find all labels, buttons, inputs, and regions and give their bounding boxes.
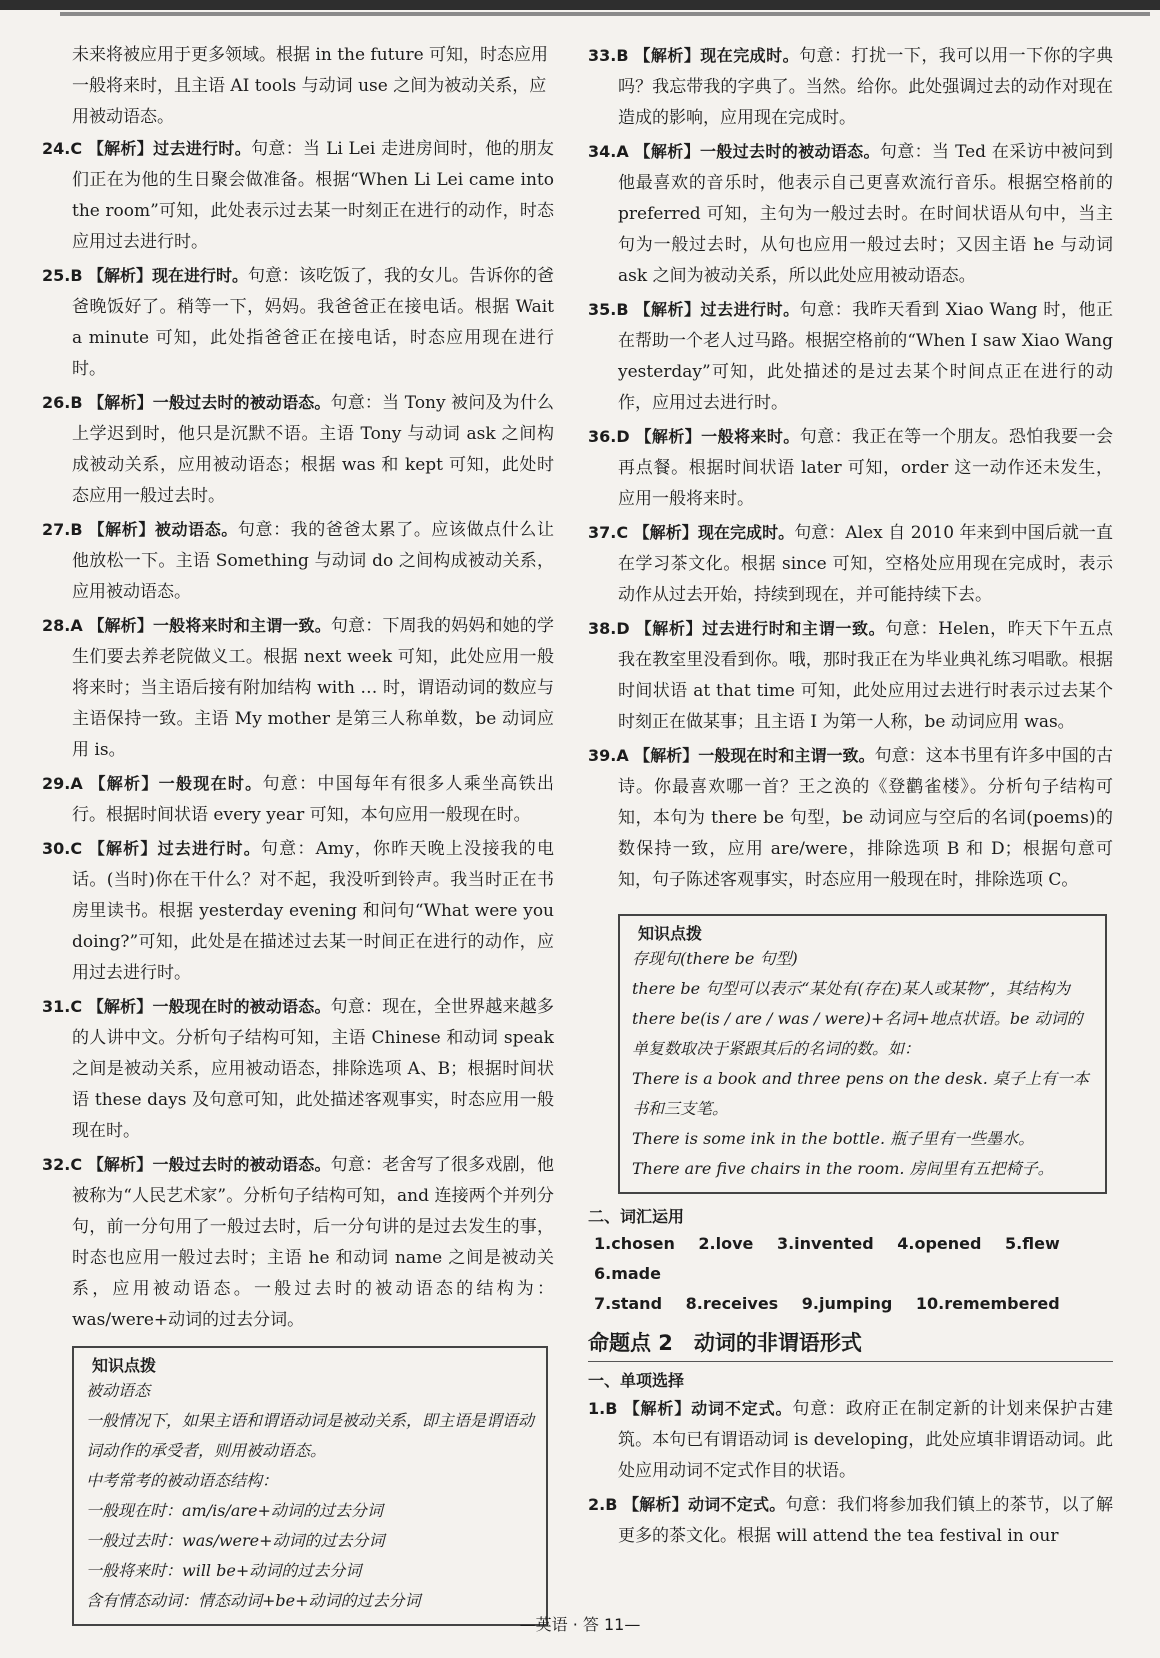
knowledge-line: There is some ink in the bottle. 瓶子里有一些墨水。 [632, 1129, 1035, 1148]
knowledge-box-there-be [618, 914, 1107, 1194]
knowledge-line: 存现句(there be 句型) [632, 949, 798, 968]
answer-tag: 【解析】一般现在时的被动语态。 [87, 997, 331, 1016]
answer-item [42, 610, 554, 766]
answer-item [42, 514, 554, 608]
answer-item [588, 294, 1113, 419]
page-footer: —英语 · 答 11— [519, 1615, 641, 1634]
vocab-answer: 6.made [594, 1264, 661, 1283]
answer-text: 句意：我正在等一个朋友。恐怕我要一会再点餐。根据时间状语 later 可知，order 这一动作还未发生，应用一般将来时。 [618, 427, 1114, 509]
answer-item [588, 136, 1113, 292]
answer-number: 34.A [588, 142, 629, 161]
answer-tag: 【解析】过去进行时。 [634, 300, 800, 319]
answer-tag: 【解析】一般将来时和主谓一致。 [88, 616, 331, 635]
top-border-bar [0, 0, 1160, 10]
answer-text: 句意：Amy，你昨天晚上没接我的电话。(当时)你在干什么？对不起，我没听到铃声。我当时正在书房里读书。根据 yesterday evening 和问句“What were you doing?”可知，此处是在描述过去某一时间正在进行的动作，应用过去进行时。 [72, 839, 554, 983]
answer-item [588, 517, 1113, 611]
answer-number: 39.A [588, 746, 629, 765]
intro-line: 一般将来时，且主语 AI tools 与动词 use 之间为被动关系，应 [72, 76, 547, 96]
answer-number: 25.B [42, 266, 83, 285]
answer-text: 句意：我的爸爸太累了。应该做点什么让他放松一下。主语 Something 与动词 do 之间构成被动关系，应用被动语态。 [72, 520, 554, 602]
vocab-answer: 3.invented [776, 1234, 874, 1253]
answer-number: 38.D [588, 619, 630, 638]
answer-number: 24.C [42, 139, 83, 158]
answer-tag: 【解析】动词不定式。 [623, 1399, 793, 1418]
answer-text: 句意：该吃饭了，我的女儿。告诉你的爸爸晚饭好了。稍等一下，妈妈。我爸爸正在接电话。根据 Wait a minute 可知，此处指爸爸正在接电话，时态应用现在进行时。 [72, 266, 554, 379]
answer-item [588, 1393, 1113, 1487]
answer-text: 句意：当 Li Lei 走进房间时，他的朋友们正在为他的生日聚会做准备。根据“When Li Lei came into the room”可知，此处表示过去某一时刻正在进行的动作，时态应用过去进行时。 [72, 139, 554, 252]
knowledge-box-title: 知识点拨 [86, 1353, 162, 1376]
answer-tag: 【解析】一般过去时的被动语态。 [87, 1155, 331, 1174]
knowledge-line: 中考常考的被动语态结构： [86, 1471, 279, 1490]
knowledge-line: 一般现在时：am/is/are+动词的过去分词 [86, 1501, 383, 1520]
vocab-answer: 9.jumping [801, 1294, 893, 1313]
answer-item [588, 40, 1113, 134]
knowledge-box-title: 知识点拨 [632, 921, 708, 944]
knowledge-line: 一般情况下，如果主语和谓语动词是被动关系，即主语是谓语动词动作的承受者，则用被动语态。 [86, 1411, 535, 1460]
vocab-answer: 8.receives [685, 1294, 779, 1313]
answer-number: 26.B [42, 393, 83, 412]
intro-line: 用被动语态。 [72, 107, 174, 127]
answer-text: 句意：当 Tony 被问及为什么上学迟到时，他只是沉默不语。主语 Tony 与动词 ask 之间构成被动关系，应用被动语态；根据 was 和 kept 可知，此处时态应用一般过去时。 [72, 393, 554, 506]
vocab-answer: 1.chosen [594, 1234, 675, 1253]
knowledge-line: 一般将来时：will be+动词的过去分词 [86, 1561, 362, 1580]
intro-paragraph [42, 40, 554, 133]
right-column [588, 40, 1113, 1554]
section-heading: 一、单项选择 [588, 1371, 685, 1390]
answer-number: 27.B [42, 520, 83, 539]
vocab-answer: 4.opened [897, 1234, 982, 1253]
answer-text: 句意：Helen，昨天下午五点我在教室里没看到你。哦，那时我正在为毕业典礼练习唱歌。根据时间状语 at that time 可知，此处应用过去进行时表示过去某个时刻正在做某事；且主语 I 为第一人称，be 动词应用 was。 [618, 619, 1113, 732]
answer-text: 句意：老舍写了很多戏剧，他被称为“人民艺术家”。分析句子结构可知，and 连接两个并列分句，前一分句用了一般过去时，后一分句讲的是过去发生的事，时态也应用一般过去时；主语 he 和动词 name 之间是被动关系，应用被动语态。一般过去时的被动语态的结构为：was/were+动词的过去分词。 [72, 1155, 555, 1330]
answer-number: 1.B [588, 1399, 618, 1418]
answer-tag: 【解析】过去进行时。 [87, 139, 252, 158]
answer-item [588, 740, 1113, 896]
answer-number: 32.C [42, 1155, 83, 1174]
answer-item [588, 1489, 1113, 1552]
answer-text: 句意：当 Ted 在采访中被问到他最喜欢的音乐时，他表示自己更喜欢流行音乐。根据空格前的 preferred 可知，主句为一般过去时。在时间状语从句中，当主句为一般过去时，从句也应用一般过去时；又因主语 he 与动词 ask 之间为被动关系，所以此处应用被动语态。 [618, 142, 1113, 286]
vocab-heading: 二、词汇运用 [588, 1207, 685, 1226]
answer-tag: 【解析】动词不定式。 [623, 1495, 786, 1514]
answer-number: 29.A [42, 774, 83, 793]
vocab-answer: 7.stand [594, 1294, 663, 1313]
vocab-answer: 2.love [698, 1234, 754, 1253]
answer-number: 37.C [588, 523, 629, 542]
answer-text: 句意：打扰一下，我可以用一下你的字典吗？我忘带我的字典了。当然。给你。此处强调过去的动作对现在造成的影响，应用现在完成时。 [618, 46, 1113, 128]
answer-number: 2.B [588, 1495, 618, 1514]
knowledge-line: there be 句型可以表示“某处有(存在)某人或某物”，其结构为 there be(is / are / was / were)+名词+地点状语。be 动词的单复数取决于紧跟其后的名词的数。如： [632, 979, 1083, 1058]
answer-text: 句意：我们将参加我们镇上的茶节，以了解更多的茶文化。根据 will attend the tea festival in our [618, 1495, 1113, 1546]
knowledge-line: There are five chairs in the room. 房间里有五把椅子。 [632, 1159, 1054, 1178]
answer-tag: 【解析】现在进行时。 [87, 266, 248, 285]
answer-number: 28.A [42, 616, 83, 635]
answer-text: 句意：下周我的妈妈和她的学生们要去养老院做义工。根据 next week 可知，此处应用一般将来时；当主语后接有附加结构 with … 时，谓语动词的数应与主语保持一致。主语 My mother 是第三人称单数，be 动词应用 is。 [72, 616, 554, 760]
knowledge-box-passive [72, 1346, 548, 1626]
answer-tag: 【解析】被动语态。 [88, 520, 238, 539]
answer-text: 句意：这本书里有许多中国的古诗。你最喜欢哪一首？王之涣的《登鹳雀楼》。分析句子结构可知，本句为 there be 句型，be 动词应与空后的名词(poems)的数保持一致，应用 are/were，排除选项 B 和 D；根据句意可知，句子陈述客观事实，时态应用一般现在时，排除选项 C。 [618, 746, 1113, 890]
answer-tag: 【解析】一般过去时的被动语态。 [634, 142, 880, 161]
knowledge-line: There is a book and three pens on the desk. 桌子上有一本书和三支笔。 [632, 1069, 1089, 1118]
answer-tag: 【解析】现在完成时。 [634, 46, 800, 65]
answer-item [42, 768, 554, 831]
knowledge-line: 一般过去时：was/were+动词的过去分词 [86, 1531, 385, 1550]
answer-item [42, 1149, 554, 1336]
answer-tag: 【解析】一般现在时。 [89, 774, 263, 793]
answer-item [588, 613, 1113, 738]
answer-number: 36.D [588, 427, 630, 446]
answer-number: 31.C [42, 997, 83, 1016]
answer-tag: 【解析】现在完成时。 [633, 523, 795, 542]
answer-number: 35.B [588, 300, 629, 319]
answer-text: 句意：Alex 自 2010 年来到中国后就一直在学习茶文化。根据 since 可知，空格处应用现在完成时，表示动作从过去开始，持续到现在，并可能持续下去。 [618, 523, 1113, 605]
knowledge-line: 含有情态动词：情态动词+be+动词的过去分词 [86, 1591, 421, 1610]
vocab-answer: 5.flew [1005, 1234, 1060, 1253]
answer-item [42, 260, 554, 385]
left-column [42, 40, 554, 1636]
answer-number: 30.C [42, 839, 83, 858]
chapter-title: 命题点 2 动词的非谓语形式 [588, 1327, 1113, 1362]
answer-item [42, 387, 554, 512]
answer-item [588, 421, 1113, 515]
answer-text: 句意：中国每年有很多人乘坐高铁出行。根据时间状语 every year 可知，本句应用一般现在时。 [72, 774, 555, 825]
vocab-answer: 10.remembered [915, 1294, 1060, 1313]
answer-tag: 【解析】过去进行时。 [88, 839, 261, 858]
answer-tag: 【解析】过去进行时和主谓一致。 [635, 619, 886, 638]
answer-tag: 【解析】一般将来时。 [635, 427, 800, 446]
answer-text: 句意：我昨天看到 Xiao Wang 时，他正在帮助一个老人过马路。根据空格前的“When I saw Xiao Wang yesterday”可知，此处描述的是过去某个时间点正在进行的动作，应用过去进行时。 [618, 300, 1113, 413]
top-border-line [60, 12, 1150, 16]
answer-text: 句意：现在，全世界越来越多的人讲中文。分析句子结构可知，主语 Chinese 和动词 speak 之间是被动关系，应用被动语态，排除选项 A、B；根据时间状语 these days 及句意可知，此处描述客观事实，时态应用一般现在时。 [72, 997, 555, 1141]
knowledge-line: 被动语态 [86, 1381, 151, 1400]
answer-item [42, 833, 554, 989]
answer-tag: 【解析】一般现在时和主谓一致。 [634, 746, 875, 765]
intro-line: 未来将被应用于更多领域。根据 in the future 可知，时态应用 [72, 45, 549, 65]
answer-number: 33.B [588, 46, 629, 65]
answer-tag: 【解析】一般过去时的被动语态。 [88, 393, 331, 412]
vocab-answers [588, 1229, 1113, 1319]
answer-item [42, 991, 554, 1147]
answer-text: 句意：政府正在制定新的计划来保护古建筑。本句已有谓语动词 is developing，此处应填非谓语动词。此处应用动词不定式作目的状语。 [618, 1399, 1114, 1481]
answer-item [42, 133, 554, 258]
